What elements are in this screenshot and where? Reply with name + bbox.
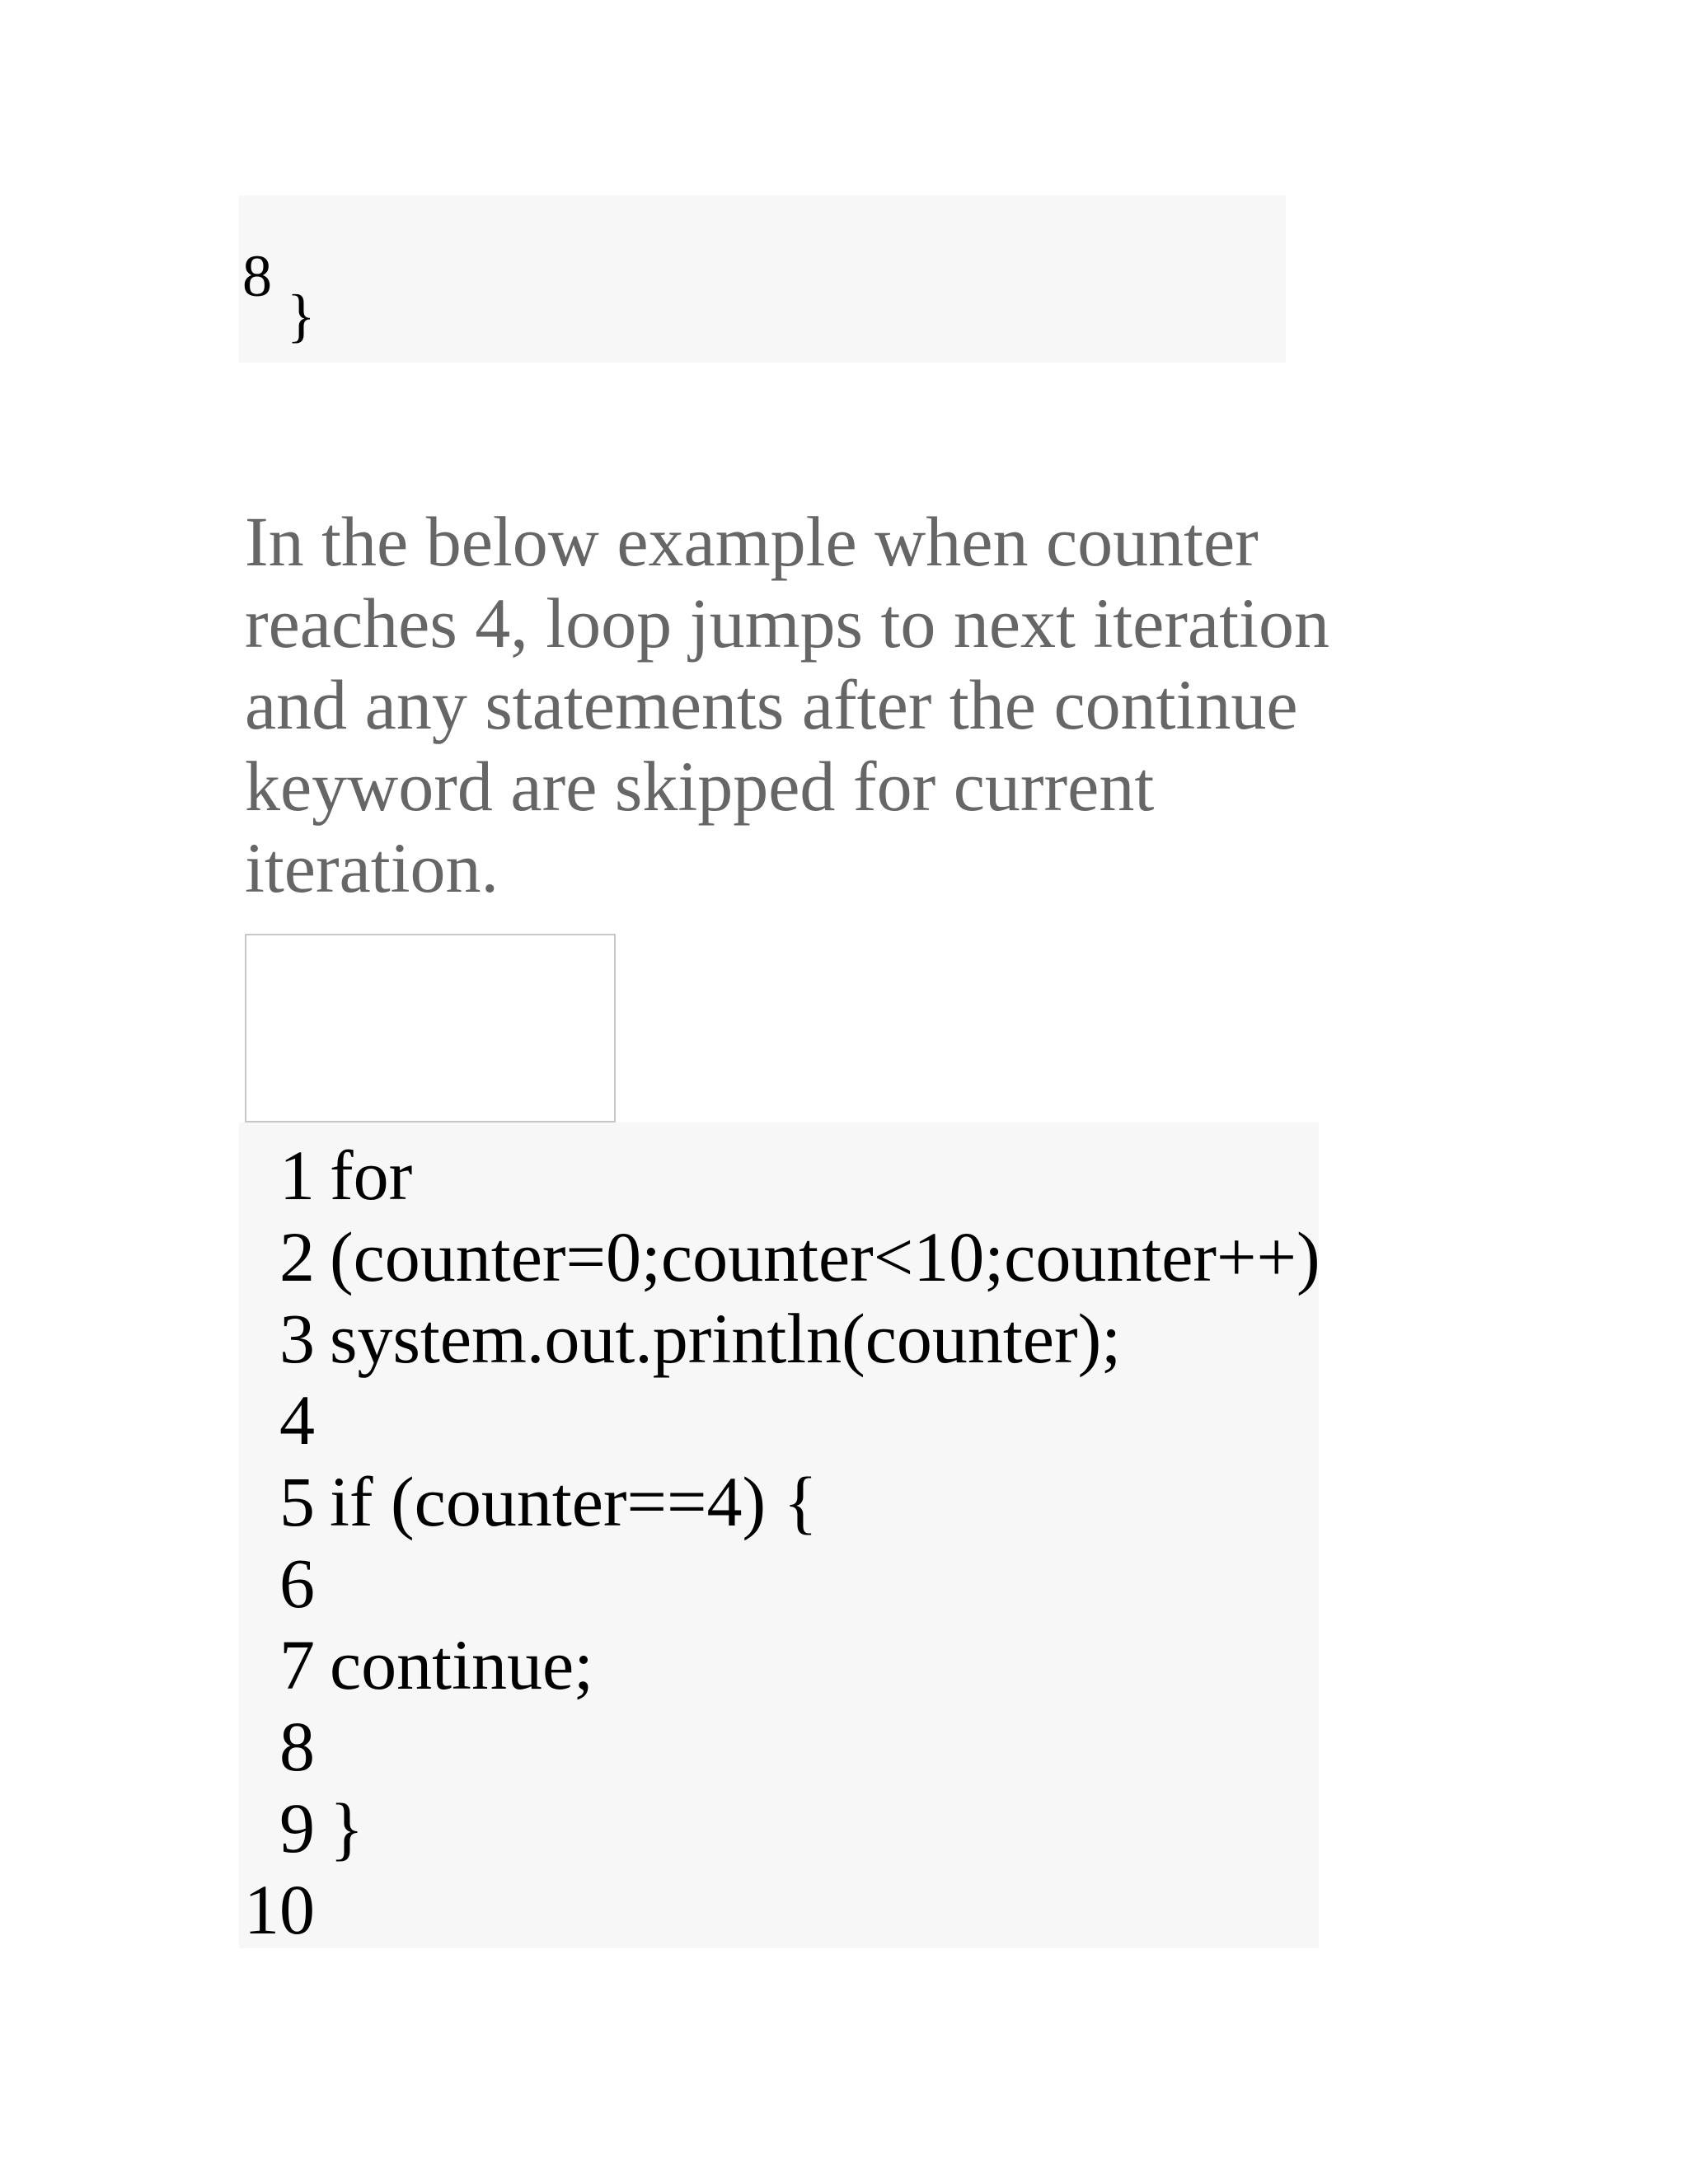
code-line [239, 1869, 330, 1951]
code-text: system.out.println(counter); [330, 1299, 1122, 1378]
code-line [239, 1706, 330, 1788]
code-text: continue; [330, 1625, 594, 1704]
line-number: 8 [279, 1707, 315, 1786]
line-number: 3 [279, 1299, 315, 1378]
code-line [239, 1298, 1121, 1380]
code-fragment-top [239, 195, 1286, 363]
line-number: 1 [279, 1136, 315, 1215]
line-number: 5 [279, 1462, 315, 1541]
code-line [239, 1135, 412, 1216]
code-block [239, 1122, 1319, 1948]
code-text: if (counter==4) { [330, 1462, 818, 1541]
line-number: 10 [244, 1870, 315, 1949]
code-line [239, 1788, 363, 1869]
code-text: } [330, 1788, 364, 1868]
line-number: 8 [242, 243, 272, 309]
code-line [239, 1624, 593, 1706]
code-line [239, 1216, 1320, 1298]
code-text: for [330, 1136, 413, 1215]
line-number: 6 [279, 1544, 315, 1623]
code-line [239, 1380, 330, 1461]
line-number: 4 [279, 1380, 315, 1460]
line-number: 9 [279, 1788, 315, 1868]
line-number: 2 [279, 1217, 315, 1296]
image-placeholder [245, 934, 616, 1122]
line-number: 7 [279, 1625, 315, 1704]
code-line [239, 1461, 818, 1543]
code-text: } [287, 283, 316, 349]
code-text: (counter=0;counter<10;counter++) [330, 1217, 1320, 1296]
code-line [239, 1543, 330, 1624]
explanation-paragraph: In the below example when counter reaches 4, loop jumps to next iteration and any statements after the continue keyword are skipped for current iteration. [245, 502, 1329, 907]
